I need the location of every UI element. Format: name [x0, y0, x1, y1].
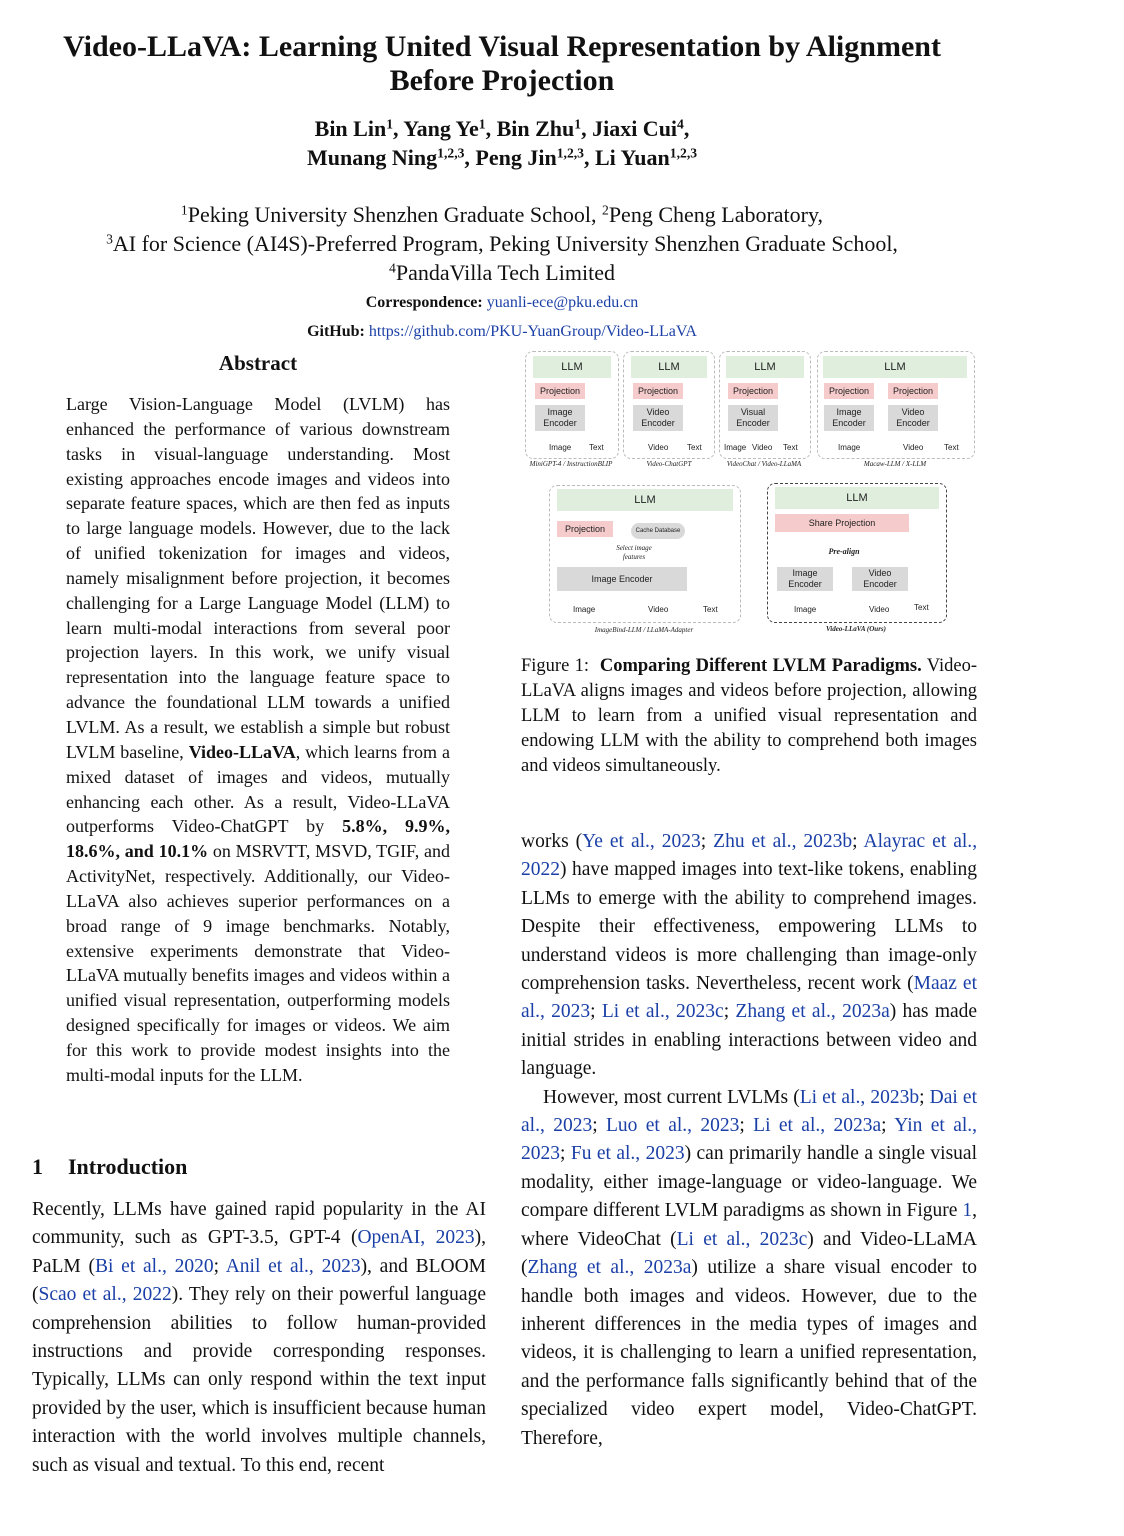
panel-caption: Video-ChatGPT — [646, 460, 692, 468]
projection-block: Projection — [824, 383, 874, 399]
citation-link[interactable]: Ye et al., 2023 — [582, 831, 701, 852]
affiliation: Peng Cheng Laboratory, — [608, 202, 824, 227]
input-label: Text — [944, 443, 959, 452]
figure-1-diagram — [521, 345, 977, 643]
right-column-text — [521, 828, 977, 1453]
llm-block: LLM — [775, 487, 939, 509]
citation-link[interactable]: Bi et al., 2020 — [95, 1255, 214, 1277]
citation-link[interactable]: Zhang et al., 2023a — [527, 1257, 692, 1279]
input-label: Image — [549, 443, 572, 452]
input-label: Text — [687, 443, 702, 452]
intro-paragraph: Recently, LLMs have gained rapid popularity in the AI community, such as GPT-3.5, GPT-4 (OpenAI, 2023), PaLM (Bi et al., 2020; Anil et al., 2023), and BLOOM (Scao et al., 2022). They rely on their powerful language comprehension abilities to follow human-provided instructions and provide corresponding responses. Typically, LLMs can only respond within the text input provided by the user, which is insufficient because human interaction with the world involves multiple channels, such as visual and textual. To this end, recent — [32, 1199, 487, 1476]
video-encoder-block: Video Encoder — [888, 405, 938, 431]
citation-link[interactable]: Li et al., 2023b — [799, 1086, 920, 1108]
cache-database-block: Cache Database — [631, 523, 685, 539]
input-label: Video — [648, 443, 669, 452]
author-line-1: Bin Lin$^1$, Yang Ye$^1$, Bin Zhu$^1$, Jiaxi Cui$^4$, — [314, 116, 690, 141]
citation-link[interactable]: Anil et al., 2023 — [225, 1255, 361, 1277]
author-name: Bin Zhu — [496, 116, 575, 141]
paragraph: works (Ye et al., 2023; Zhu et al., 2023b; Alayrac et al., 2022) have mapped images into text-like tokens, enabling LLMs to emerge with the ability to comprehend images. Despite their effectiveness, empowering LLMs to understand videos is more challenging than image-only comprehension tasks. Nevertheless, recent work (Maaz et al., 2023; Li et al., 2023c; Zhang et al., 2023a) has made initial strides in enabling interactions between video and language. — [521, 831, 978, 1080]
image-encoder-block: Image Encoder — [557, 567, 687, 591]
video-encoder-block: Video Encoder — [852, 567, 908, 591]
projection-block: Projection — [557, 521, 613, 537]
abstract-heading: Abstract — [218, 351, 298, 375]
input-label: Video — [869, 605, 890, 614]
github-link[interactable]: https://github.com/PKU-YuanGroup/Video-LLaVA — [368, 323, 697, 340]
input-label: Text — [703, 605, 718, 614]
llm-block: LLM — [726, 356, 804, 378]
visual-encoder-block: Visual Encoder — [728, 405, 778, 431]
section-heading: 1 Introduction — [32, 1154, 188, 1179]
citation-link[interactable]: Luo et al., 2023 — [605, 1115, 740, 1137]
author-name: Jiaxi Cui — [592, 116, 678, 141]
author-name: Li Yuan — [594, 145, 670, 170]
affiliation: AI for Science (AI4S)-Preferred Program, Peking University Shenzhen Graduate School, — [112, 231, 898, 256]
citation-link[interactable]: Zhang et al., 2023a — [735, 1001, 890, 1023]
projection-block: Projection — [633, 383, 683, 399]
input-label: Video — [903, 443, 924, 452]
input-label: Video — [752, 443, 773, 452]
affiliation: Peking University Shenzhen Graduate School, — [187, 202, 602, 227]
share-projection-block: Share Projection — [775, 514, 909, 532]
llm-block: LLM — [631, 356, 707, 378]
author-name: Peng Jin — [475, 145, 557, 170]
panel-caption: MiniGPT-4 / InstructionBLIP — [529, 460, 613, 468]
input-label: Image — [794, 605, 817, 614]
citation-link[interactable]: Yin et al., 2023 — [521, 1115, 978, 1165]
figure-ref-link[interactable]: 1 — [962, 1200, 973, 1222]
projection-block: Projection — [888, 383, 938, 399]
input-label: Image — [724, 443, 747, 452]
input-label: Text — [589, 443, 604, 452]
projection-block: Projection — [535, 383, 585, 399]
author-name: Munang Ning — [306, 145, 438, 170]
video-encoder-block: Video Encoder — [633, 405, 683, 431]
author-line-2: Munang Ning$^{1,2,3}$, Peng Jin$^{1,2,3}$, Li Yuan$^{1,2,3}$ — [306, 145, 698, 170]
citation-link[interactable]: Li et al., 2023c — [601, 1001, 724, 1023]
abstract-text: Large Vision-Language Model (LVLM) has enhanced the performance of various downstream tasks in visual-language understanding. Most existing approaches encode images and videos into separate feature spaces, which are then fed as inputs to large language models. However, due to the lack of unified tokenization for images and videos, namely misalignment before projection, it becomes challenging for a Large Language Model (LLM) to learn multi-modal interactions from several poor projection layers. In this work, we unify visual representation into the language feature space to advance the foundational LLM towards a unified LVLM. As a result, we establish a simple but robust LVLM baseline, Video-LLaVA, which learns from a mixed dataset of images and videos, mutually enhancing each other. As a result, Video-LLaVA outperforms Video-ChatGPT by 5.8%, 9.9%, 18.6%, and 10.1% on MSRVTT, MSVD, TGIF, and ActivityNet, respectively. Additionally, our Video-LLaVA also achieves superior performances on a broad range of 9 image benchmarks. Notably, extensive experiments demonstrate that Video-LLaVA mutually benefits images and videos within a unified visual representation, outperforming models designed specifically for images or videos. We aim for this work to provide modest insights into the multi-modal inputs for the LLM. — [66, 394, 451, 1085]
panel-caption: VideoChat / Video-LLaMA — [726, 460, 802, 468]
citation-link[interactable]: Li et al., 2023a — [753, 1115, 882, 1137]
input-label: Text — [914, 603, 929, 612]
email-link[interactable]: yuanli-ece@pku.edu.cn — [486, 294, 639, 311]
citation-link[interactable]: Li et al., 2023c — [676, 1228, 808, 1250]
github-line: GitHub: https://github.com/PKU-YuanGroup/Video-LLaVA — [307, 323, 697, 340]
citation-link[interactable]: Zhu et al., 2023b — [713, 831, 853, 852]
citation-link[interactable]: OpenAI, 2023 — [357, 1227, 475, 1249]
input-label: Image — [573, 605, 596, 614]
affiliations: $^1$Peking University Shenzhen Graduate School, $^2$Peng Cheng Laboratory, $^3$AI for Science (AI4S)-Preferred Program, Peking University Shenzhen Graduate School, $^4$PandaVilla Tech Limited — [106, 202, 898, 285]
pre-align-label: Pre-align — [828, 547, 860, 556]
panel-caption: Macaw-LLM / X-LLM — [863, 460, 927, 468]
input-label: Text — [783, 443, 798, 452]
author-name: Yang Ye — [403, 116, 479, 141]
input-label: Video — [648, 605, 669, 614]
input-label: Image — [838, 443, 861, 452]
image-encoder-block: Image Encoder — [535, 405, 585, 431]
annotation-label: Select image features — [616, 544, 652, 561]
figure-caption: Figure 1: Comparing Different LVLM Paradigms. Video-LLaVA aligns images and videos before projection, allowing LLM to learn from a unified visual representation and endowing LLM with the ability to comprehend both images and videos simultaneously. — [521, 656, 978, 776]
citation-link[interactable]: Dai et al., 2023 — [521, 1086, 977, 1137]
citation-link[interactable]: Alayrac et al., 2022 — [521, 831, 978, 881]
citation-link[interactable]: Scao et al., 2022 — [38, 1284, 172, 1306]
projection-block: Projection — [728, 383, 778, 399]
image-encoder-block: Image Encoder — [824, 405, 874, 431]
panel-caption: Video-LLaVA (Ours) — [826, 625, 886, 633]
author-name: Bin Lin — [314, 116, 387, 141]
paper-title: Video-LLaVA: Learning United Visual Representation by Alignment Before Projection — [63, 30, 941, 97]
author-list — [40, 114, 964, 172]
correspondence: Correspondence: yuanli-ece@pku.edu.cn — [365, 294, 639, 311]
panel-caption: ImageBind-LLM / LLaMA-Adapter — [594, 626, 694, 634]
llm-block: LLM — [533, 356, 611, 378]
citation-link[interactable]: Maaz et al., 2023 — [521, 973, 977, 1023]
llm-block: LLM — [557, 489, 733, 511]
citation-link[interactable]: Fu et al., 2023 — [570, 1143, 685, 1165]
llm-block: LLM — [823, 356, 967, 378]
paragraph: However, most current LVLMs (Li et al., 2023b; Dai et al., 2023; Luo et al., 2023; Li et al., 2023a; Yin et al., 2023; Fu et al., 2023) can primarily handle a single visual modality, either image-language or video-language. We compare different LVLM paradigms as shown in Figure 1, where VideoChat (Li et al., 2023c) and Video-LLaMA (Zhang et al., 2023a) utilize a share visual encoder to handle both images and videos. However, due to the inherent differences in the media types of images and videos, it is challenging to learn a unified representation, and the performance falls significantly behind that of the specialized video expert model, Video-ChatGPT. Therefore, — [521, 1086, 978, 1449]
affiliation: PandaVilla Tech Limited — [395, 260, 615, 285]
image-encoder-block: Image Encoder — [777, 567, 833, 591]
